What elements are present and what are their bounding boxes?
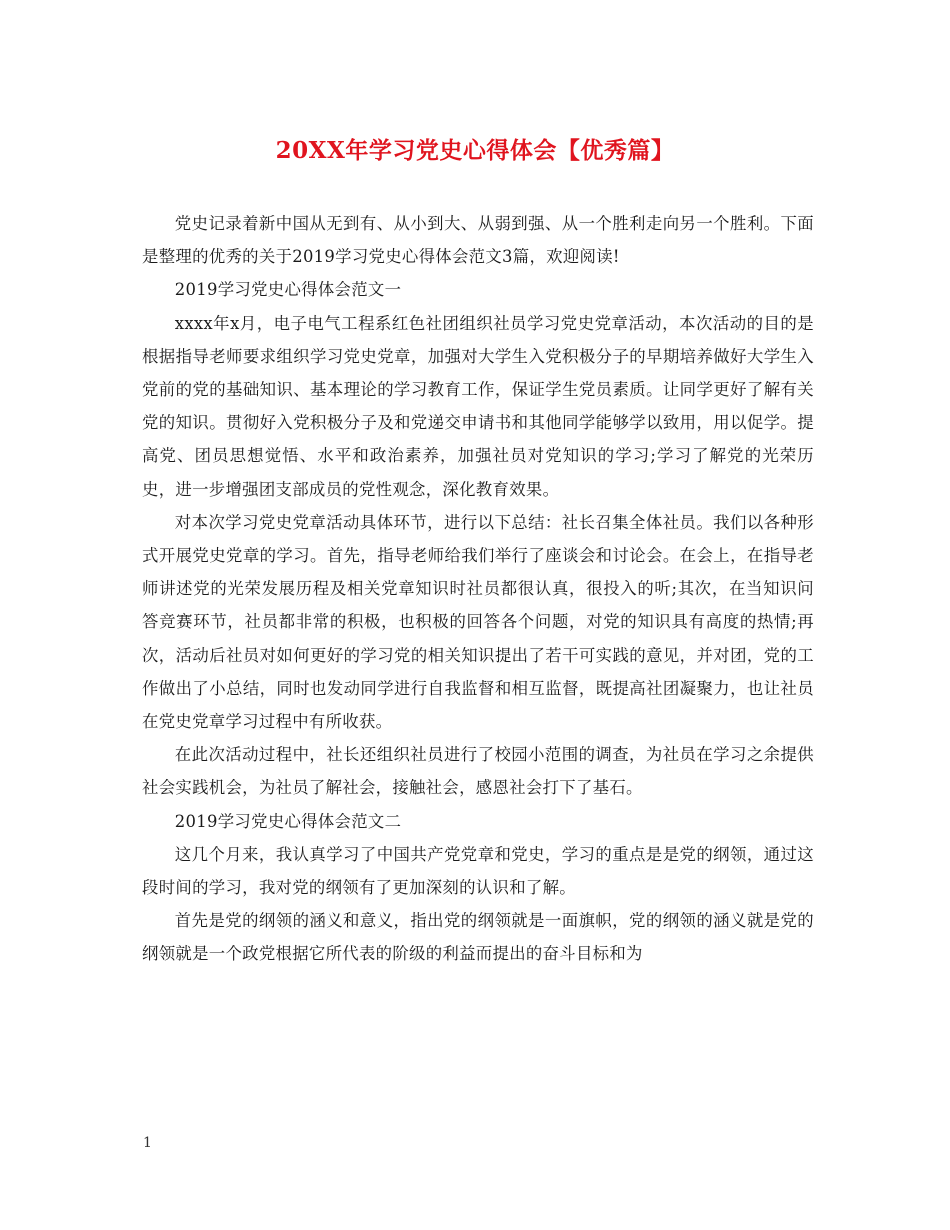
body-paragraph: 对本次学习党史党章活动具体环节，进行以下总结：社长召集全体社员。我们以各种形式开展党史党章的学习。首先，指导老师给我们举行了座谈会和讨论会。在会上，在指导老师讲述党的光荣发展历程及相关党章知识时社员都很认真，很投入的听;其次，在当知识问答竞赛环节，社员都非常的积极，也积极的回答各个问题，对党的知识具有高度的热情;再次，活动后社员对如何更好的学习党的相关知识提出了若干可实践的意见，并对团，党的工作做出了小总结，同时也发动同学进行自我监督和相互监督，既提高社团凝聚力，也让社员在党史党章学习过程中有所收获。 — [142, 512, 814, 732]
body-paragraph: 首先是党的纲领的涵义和意义，指出党的纲领就是一面旗帜，党的纲领的涵义就是党的纲领就是一个政党根据它所代表的阶级的利益而提出的奋斗目标和为 — [142, 911, 814, 964]
intro-paragraph: 党史记录着新中国从无到有、从小到大、从弱到强、从一个胜利走向另一个胜利。下面是整理的优秀的关于2019学习党史心得体会范文3篇，欢迎阅读! — [142, 214, 814, 267]
section-heading-essay-one: 2019学习党史心得体会范文一 — [174, 280, 402, 300]
section-heading-essay-two: 2019学习党史心得体会范文二 — [174, 811, 402, 831]
body-paragraph: xxxx年x月，电子电气工程系红色社团组织社员学习党史党章活动，本次活动的目的是根据指导老师要求组织学习党史党章，加强对大学生入党积极分子的早期培养做好大学生入党前的党的基础知识、基本理论的学习教育工作，保证学生党员素质。让同学更好了解有关党的知识。贯彻好入党积极分子及和党递交申请书和其他同学能够学以致用，用以促学。提高党、团员思想觉悟、水平和政治素养，加强社员对党知识的学习;学习了解党的光荣历史，进一步增强团支部成员的党性观念，深化教育效果。 — [142, 313, 814, 499]
document-body — [142, 207, 814, 971]
body-paragraph: 在此次活动过程中，社长还组织社员进行了校园小范围的调查，为社员在学习之余提供社会实践机会，为社员了解社会，接触社会，感恩社会打下了基石。 — [142, 745, 814, 798]
document-title: 20XX年学习党史心得体会【优秀篇】 — [275, 137, 675, 164]
body-paragraph: 这几个月来，我认真学习了中国共产党党章和党史，学习的重点是是党的纲领，通过这段时间的学习，我对党的纲领有了更加深刻的认识和了解。 — [142, 844, 814, 898]
page-number: 1 — [143, 1135, 152, 1151]
